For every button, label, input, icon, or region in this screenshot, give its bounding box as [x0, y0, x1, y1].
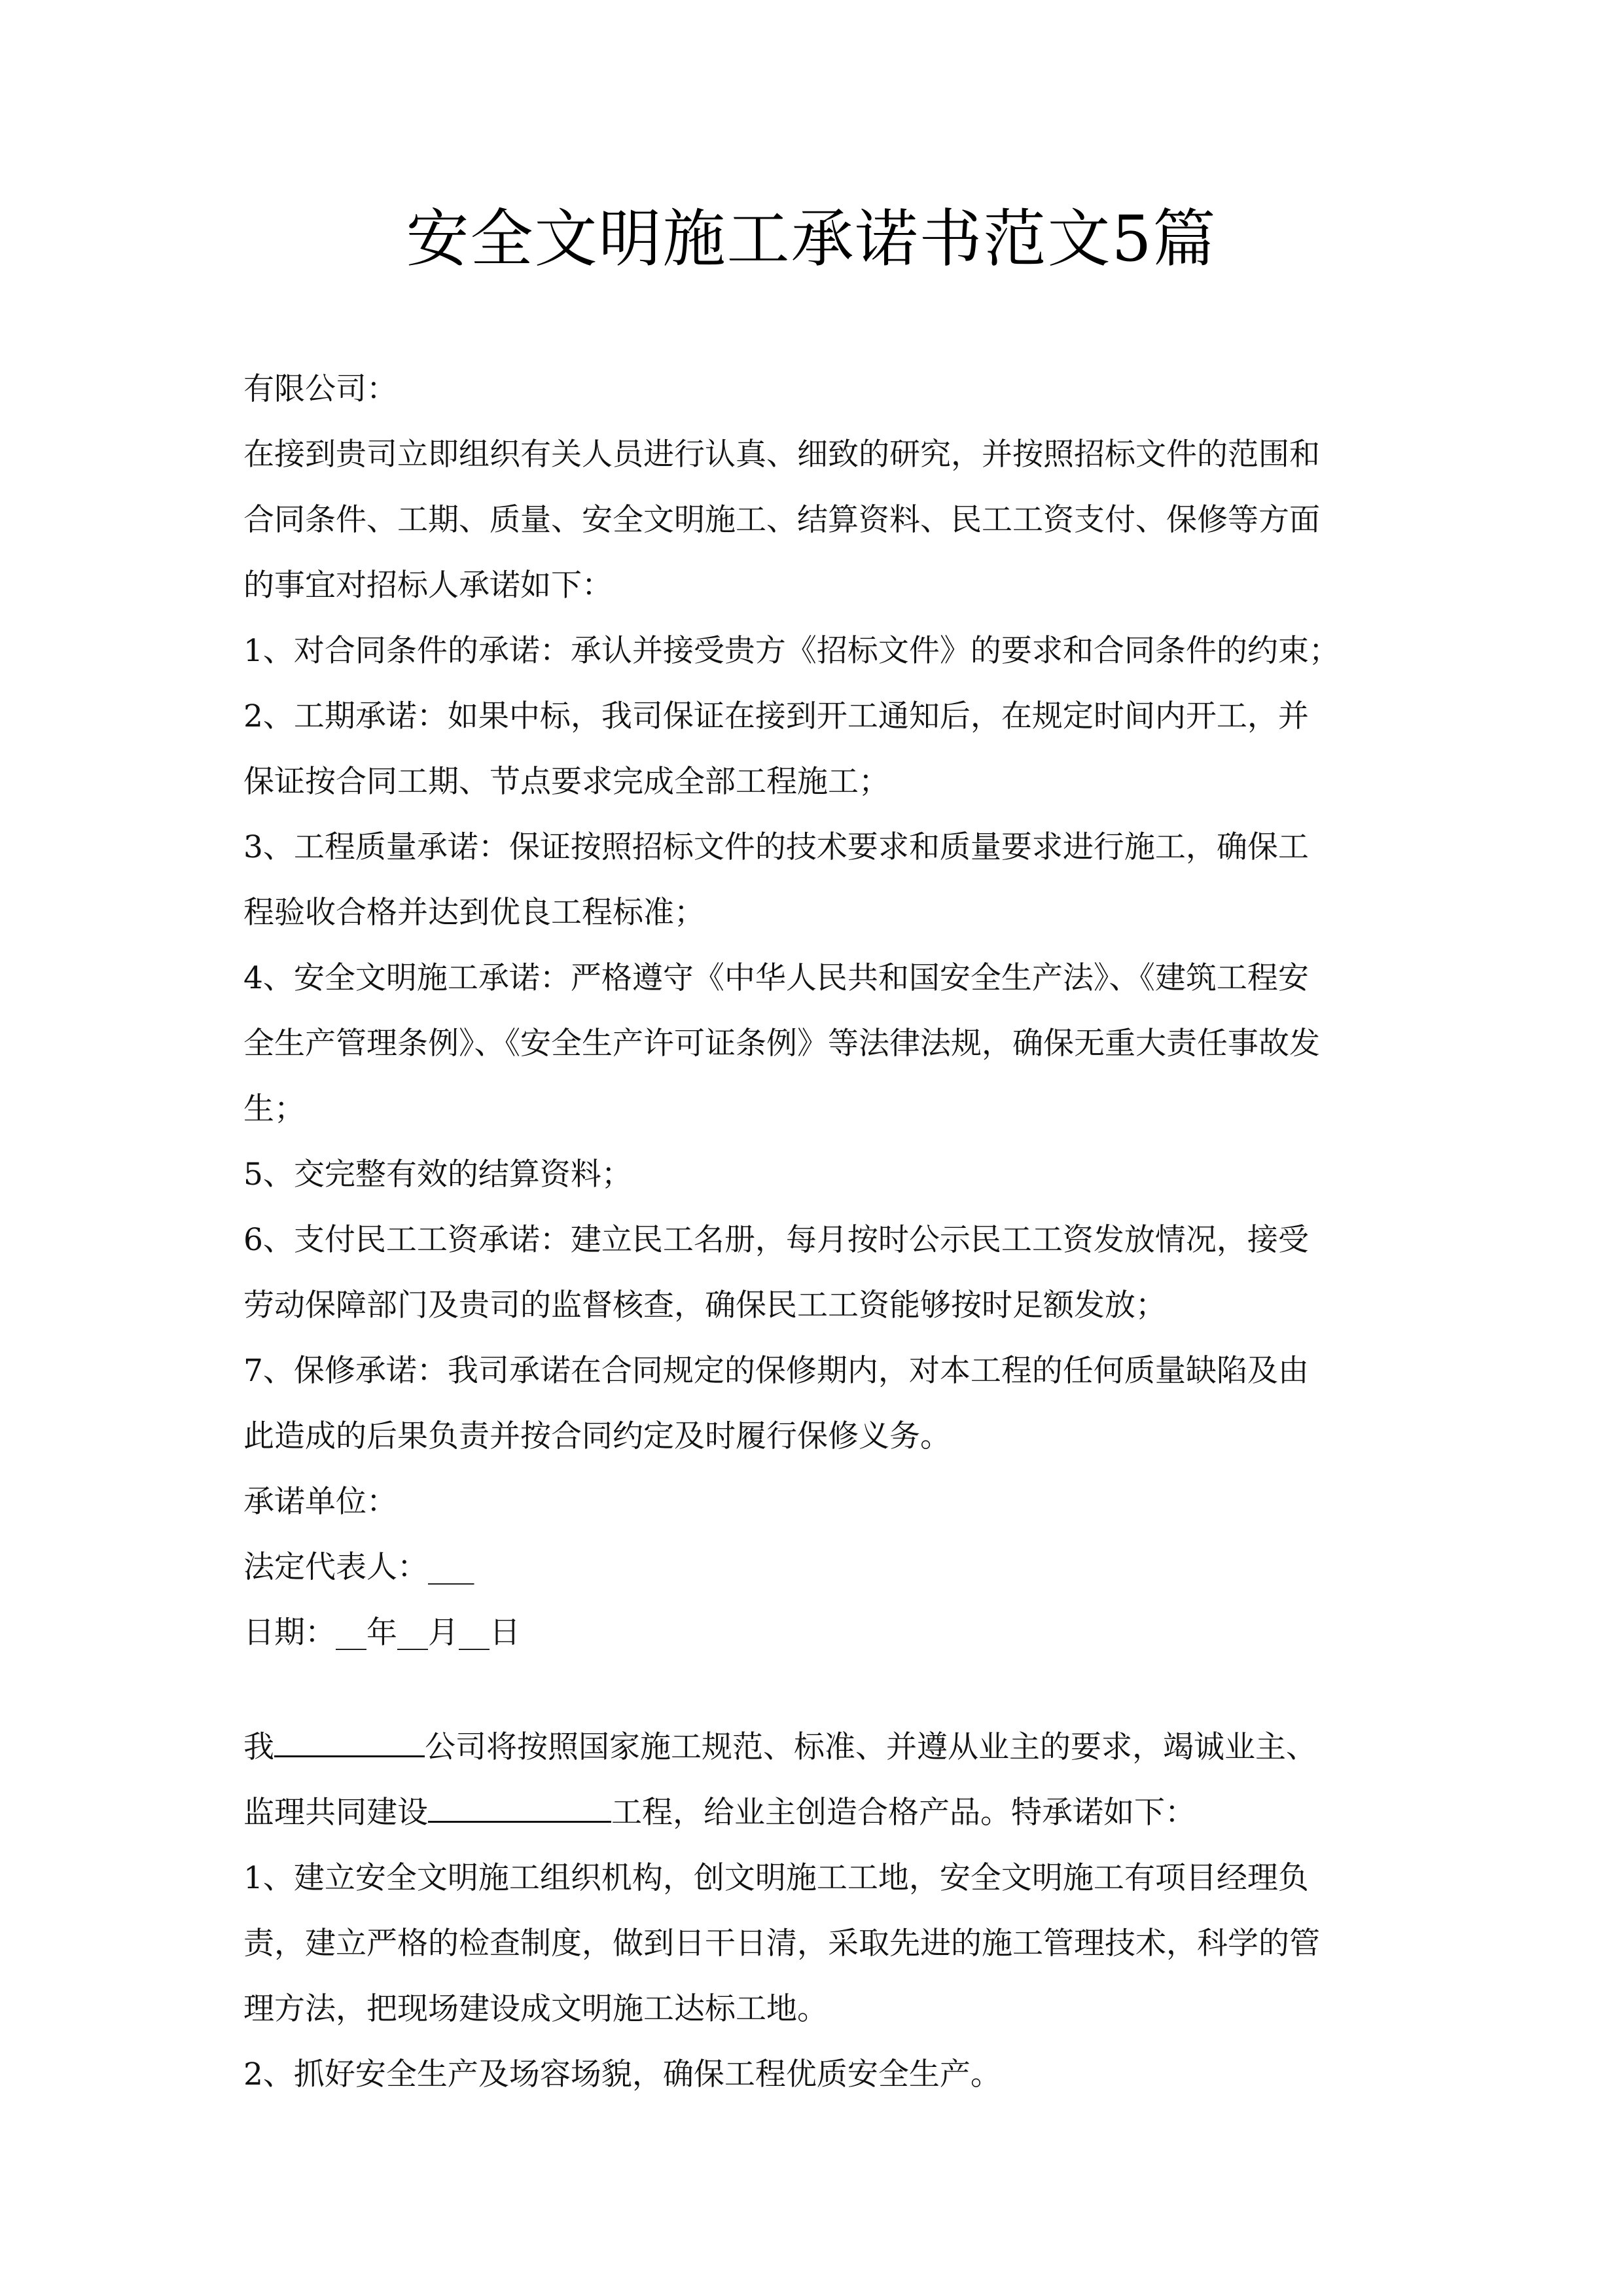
- text-line: 有限公司：: [243, 371, 397, 407]
- text-line: [243, 1780, 1389, 1846]
- text-fragment: 公司将按照国家施工规范、标准、并遵从业主的要求，竭诚业主、: [425, 1729, 1317, 1765]
- text-fragment: 监理共同建设: [243, 1795, 428, 1831]
- text-line: 全生产管理条例》、《安全生产许可证条例》等法律法规，确保无重大责任事故发: [243, 1026, 1320, 1062]
- text-line: 5、交完整有效的结算资料；: [243, 1157, 632, 1193]
- text-line: [243, 1715, 1389, 1780]
- text-line: 2、抓好安全生产及场容场貌，确保工程优质安全生产。: [243, 2056, 1001, 2092]
- text-fragment: 工程，给业主创造合格产品。特承诺如下：: [611, 1795, 1196, 1831]
- signature-unit-label: 承诺单位：: [243, 1484, 397, 1520]
- text-line: 劳动保障部门及贵司的监督核查，确保民工工资能够按时足额发放；: [243, 1287, 1166, 1323]
- text-line: 生；: [243, 1091, 305, 1127]
- section-2: [243, 1715, 1389, 2108]
- text-line: 7、保修承诺：我司承诺在合同规定的保修期内，对本工程的任何质量缺陷及由: [243, 1353, 1309, 1389]
- text-line: 此造成的后果负责并按合同约定及时履行保修义务。: [243, 1418, 951, 1454]
- project-blank: [428, 1795, 611, 1823]
- section-1: [243, 357, 1389, 1666]
- text-line: 4、安全文明施工承诺：严格遵守《中华人民共和国安全生产法》、《建筑工程安: [243, 960, 1309, 996]
- text-line: 的事宜对招标人承诺如下：: [243, 567, 613, 603]
- text-line: 1、建立安全文明施工组织机构，创文明施工工地，安全文明施工有项目经理负: [243, 1860, 1309, 1896]
- text-line: 1、对合同条件的承诺：承认并接受贵方《招标文件》的要求和合同条件的约束；: [243, 633, 1340, 669]
- document-title: 安全文明施工承诺书范文5篇: [406, 202, 1217, 276]
- text-line: 合同条件、工期、质量、安全文明施工、结算资料、民工工资支付、保修等方面: [243, 502, 1320, 538]
- text-line: 6、支付民工工资承诺：建立民工名册，每月按时公示民工工资发放情况，接受: [243, 1222, 1309, 1258]
- text-line: 理方法，把现场建设成文明施工达标工地。: [243, 1991, 828, 2027]
- text-line: 3、工程质量承诺：保证按照招标文件的技术要求和质量要求进行施工，确保工: [243, 829, 1309, 865]
- text-line: 程验收合格并达到优良工程标准；: [243, 895, 705, 931]
- text-line: 保证按合同工期、节点要求完成全部工程施工；: [243, 764, 889, 800]
- company-blank: [274, 1729, 425, 1757]
- text-line: 2、工期承诺：如果中标，我司保证在接到开工通知后，在规定时间内开工，并: [243, 698, 1309, 734]
- date-label: 日期：__年__月__日: [243, 1615, 520, 1651]
- text-line: 责，建立严格的检查制度，做到日干日清，采取先进的施工管理技术，科学的管: [243, 1926, 1320, 1962]
- legal-representative-label: 法定代表人：___: [243, 1549, 474, 1585]
- text-fragment: 我: [243, 1729, 274, 1765]
- text-line: 在接到贵司立即组织有关人员进行认真、细致的研究，并按照招标文件的范围和: [243, 437, 1320, 473]
